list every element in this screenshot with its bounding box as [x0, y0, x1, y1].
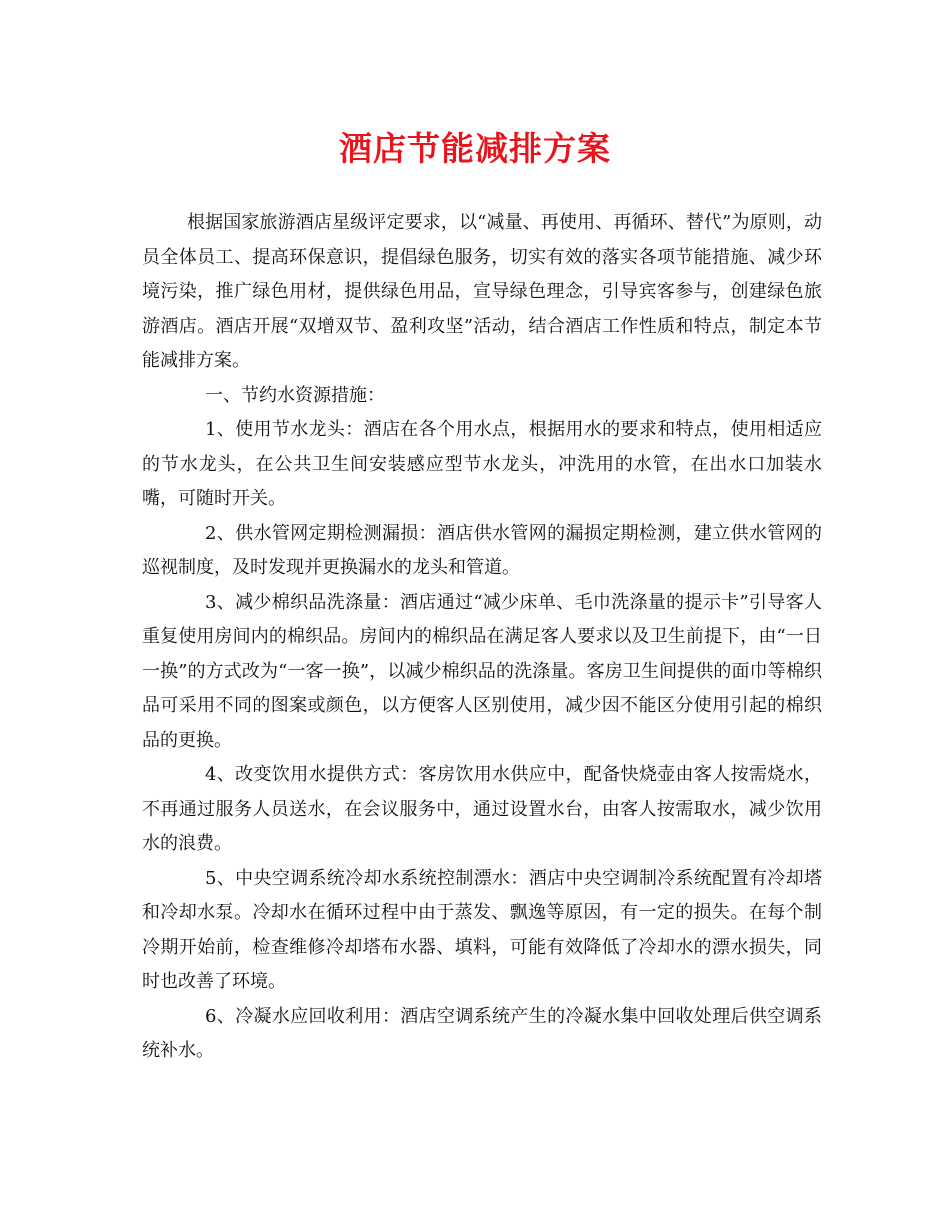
item-paragraph-6: 6、冷凝水应回收利用：酒店空调系统产生的冷凝水集中回收处理后供空调系统补水。 — [142, 1005, 822, 1061]
document-title: 酒店节能减排方案 — [339, 129, 611, 168]
item-paragraph-3: 3、减少棉织品洗涤量：酒店通过“减少床单、毛巾洗涤量的提示卡”引导客人重复使用房间内的棉织品。房间内的棉织品在满足客人要求以及卫生前提下，由“一日一换”的方式改为“一客一换”，以减少棉织品的洗涤量。客房卫生间提供的面巾等棉织品可采用不同的图案或颜色，以方便客人区别使用，减少因不能区分使用引起的棉织品的更换。 — [142, 591, 822, 751]
item-paragraph-4: 4、改变饮用水提供方式：客房饮用水供应中，配备快烧壶由客人按需烧水，不再通过服务人员送水，在会议服务中，通过设置水台，由客人按需取水，减少饮用水的浪费。 — [142, 764, 822, 854]
item-paragraph-1: 1、使用节水龙头：酒店在各个用水点，根据用水的要求和特点，使用相适应的节水龙头，在公共卫生间安装感应型节水龙头，冲洗用的水管，在出水口加装水嘴，可随时开关。 — [142, 419, 822, 509]
document-body — [142, 206, 822, 1069]
intro-paragraph: 根据国家旅游酒店星级评定要求，以“减量、再使用、再循环、替代”为原则，动员全体员工、提高环保意识，提倡绿色服务，切实有效的落实各项节能措施、减少环境污染，推广绿色用材，提供绿色用品，宣导绿色理念，引导宾客参与，创建绿色旅游酒店。酒店开展“双增双节、盈利攻坚”活动，结合酒店工作性质和特点，制定本节能减排方案。 — [142, 212, 822, 371]
item-paragraph-2: 2、供水管网定期检测漏损：酒店供水管网的漏损定期检测，建立供水管网的巡视制度，及时发现并更换漏水的龙头和管道。 — [142, 522, 822, 578]
item-paragraph-5: 5、中央空调系统冷却水系统控制漂水：酒店中央空调制冷系统配置有冷却塔和冷却水泵。冷却水在循环过程中由于蒸发、飘逸等原因，有一定的损失。在每个制冷期开始前，检查维修冷却塔布水器、填料，可能有效降低了冷却水的漂水损失，同时也改善了环境。 — [142, 867, 822, 992]
section-heading-water: 一、节约水资源措施： — [205, 384, 385, 406]
